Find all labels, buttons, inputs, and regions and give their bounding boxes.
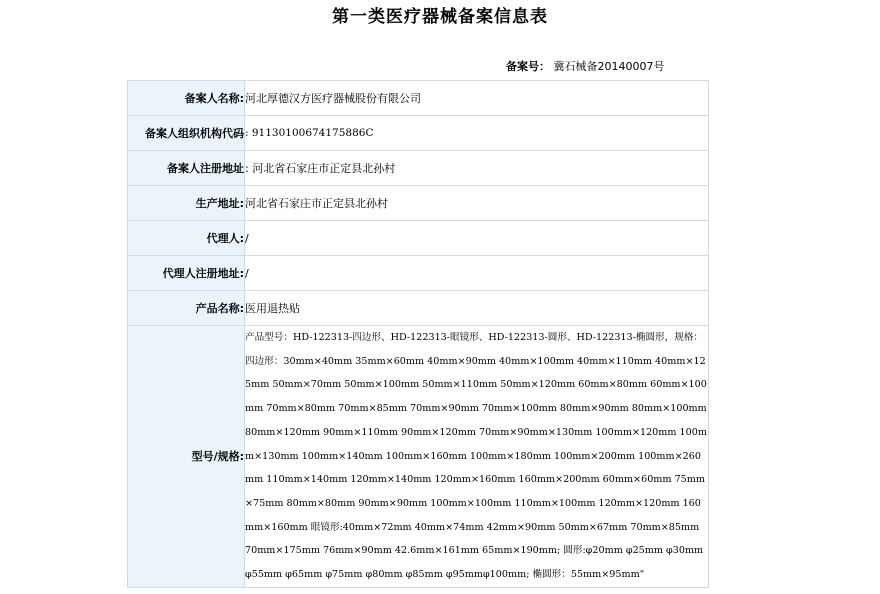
filer-name-label: 备案人名称: (128, 81, 245, 116)
row-product-name (128, 291, 709, 326)
record-info-table (127, 80, 709, 588)
production-address-value: 河北省石家庄市正定县北孙村 (245, 186, 709, 221)
agent-address-value: / (245, 256, 709, 291)
agent-value: / (245, 221, 709, 256)
filer-name-value: 河北厚德汉方医疗器械股份有限公司 (245, 81, 709, 116)
row-model-spec (128, 326, 709, 588)
org-code-label: 备案人组织机构代码 (128, 116, 245, 151)
agent-label: 代理人: (128, 221, 245, 256)
row-filer-address (128, 151, 709, 186)
registration-number-label: 备案号： (506, 60, 550, 73)
row-agent (128, 221, 709, 256)
product-name-label: 产品名称: (128, 291, 245, 326)
product-name-value: 医用退热贴 (245, 291, 709, 326)
filer-address-label: 备案人注册地址 (128, 151, 245, 186)
production-address-label: 生产地址: (128, 186, 245, 221)
registration-number-value: 冀石械备20140007号 (553, 60, 665, 73)
model-spec-label: 型号/规格: (128, 326, 245, 588)
row-filer-name (128, 81, 709, 116)
registration-number (506, 58, 665, 74)
org-code-value: : 91130100674175886C (245, 116, 709, 151)
page-title: 第一类医疗器械备案信息表 (332, 7, 548, 27)
row-agent-address (128, 256, 709, 291)
agent-address-label: 代理人注册地址: (128, 256, 245, 291)
filer-address-value: : 河北省石家庄市正定县北孙村 (245, 151, 709, 186)
row-production-address (128, 186, 709, 221)
row-org-code (128, 116, 709, 151)
model-spec-value: 产品型号：HD-122313-四边形、HD-122313-眼镜形、HD-122313-圆形、HD-122313-椭圆形，规格：四边形：30mm×40mm 35mm×60mm 40mm×90mm 40mm×100mm 40mm×110mm 40mm×125mm 50mm×70mm 50mm×100mm 50mm×110mm 50mm×120mm 60mm×80mm 60mm×100mm 70mm×80mm 70mm×85mm 70mm×90mm 70mm×100mm 80mm×90mm 80mm×100mm 80mm×120mm 90mm×110mm 90mm×120mm 70mm×90mm×130mm 100mm×120mm 100mm×130mm 100mm×140mm 100mm×160mm 100mm×180mm 100mm×200mm 100mm×260mm 110mm×140mm 120mm×140mm 120mm×160mm 160mm×200mm 60mm×60mm 75mm×75mm 80mm×80mm 90mm×90mm 100mm×100mm 110mm×100mm 120mm×120mm 160mm×160mm 眼镜形:40mm×72mm 40mm×74mm 42mm×90mm 50mm×67mm 70mm×85mm 70mm×175mm 76mm×90mm 42.6mm×161mm 65mm×190mm; 圆形:φ20mm φ25mm φ30mm φ55mm φ65mm φ75mm φ80mm φ85mm φ95mmφ100mm; 椭圆形：55mm×95mm" (245, 326, 709, 588)
